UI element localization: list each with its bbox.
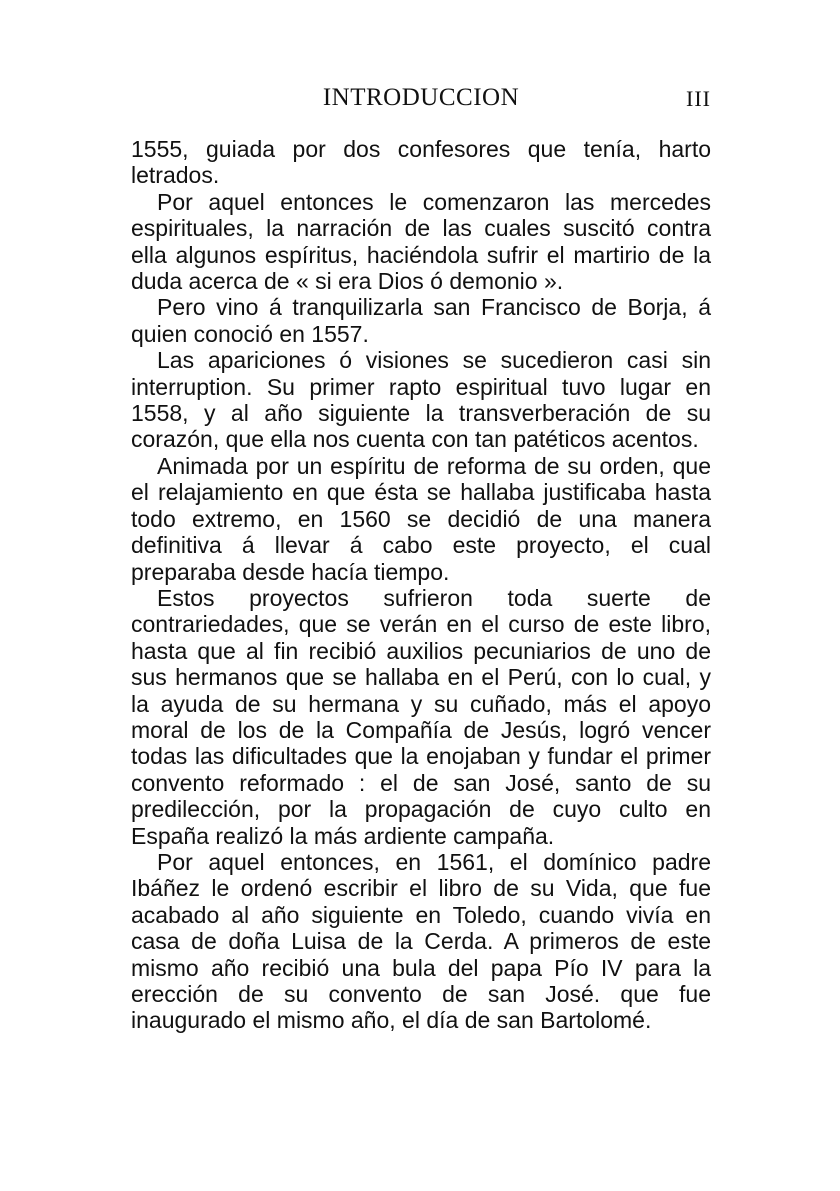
paragraph-apariciones: Las apariciones ó visiones se sucedieron casi sin interruption. Su primer rapto espiritual tuvo lugar en 1558, y al año siguiente la transverberación de su corazón, que ella nos cuenta con tan patéticos acentos. — [131, 347, 711, 453]
paragraph-reforma: Animada por un espíritu de reforma de su orden, que el relajamiento en que ésta se hallaba justificaba hasta todo extremo, en 1560 se decidió de una manera definitiva á llevar á cabo este proyecto, el cual preparaba desde hacía tiempo. — [131, 452, 711, 585]
paragraph-continuation: 1555, guiada por dos confesores que tenía, harto letrados. — [131, 136, 711, 189]
page-number: III — [686, 86, 711, 111]
paragraph-mercedes: Por aquel entonces le comenzaron las mercedes espirituales, la narración de las cuales suscitó contra ella algunos espíritus, haciéndola sufrir el martirio de la duda acerca de « si era Dios ó demonio ». — [131, 188, 711, 295]
book-page — [131, 80, 711, 1034]
body-text — [131, 136, 711, 1034]
paragraph-vida: Por aquel entonces, en 1561, el domínico padre Ibáñez le ordenó escribir el libro de su Vida, que fue acabado al año siguiente en Toledo, cuando vivía en casa de doña Luisa de la Cerda. A primeros de este mismo año recibió una bula del papa Pío IV para la erección de su convento de san José. que fue inaugurado el mismo año, el día de san Bartolomé. — [131, 848, 711, 1034]
paragraph-proyectos: Estos proyectos sufrieron toda suerte de contrariedades, que se verán en el curso de este libro, hasta que al fin recibió auxilios pecuniarios de uno de sus hermanos que se hallaba en el Perú, con lo cual, y la ayuda de su hermana y su cuñado, más el apoyo moral de los de la Compañía de Jesús, logró vencer todas las dificultades que la enojaban y fundar el primer convento reformado : el de san José, santo de su predilección, por la propagación de cuyo culto en España realizó la más ardiente campaña. — [131, 584, 711, 849]
running-title: INTRODUCCION — [322, 84, 520, 111]
paragraph-borja: Pero vino á tranquilizarla san Francisco de Borja, á quien conoció en 1557. — [131, 294, 711, 347]
running-head — [131, 80, 711, 120]
